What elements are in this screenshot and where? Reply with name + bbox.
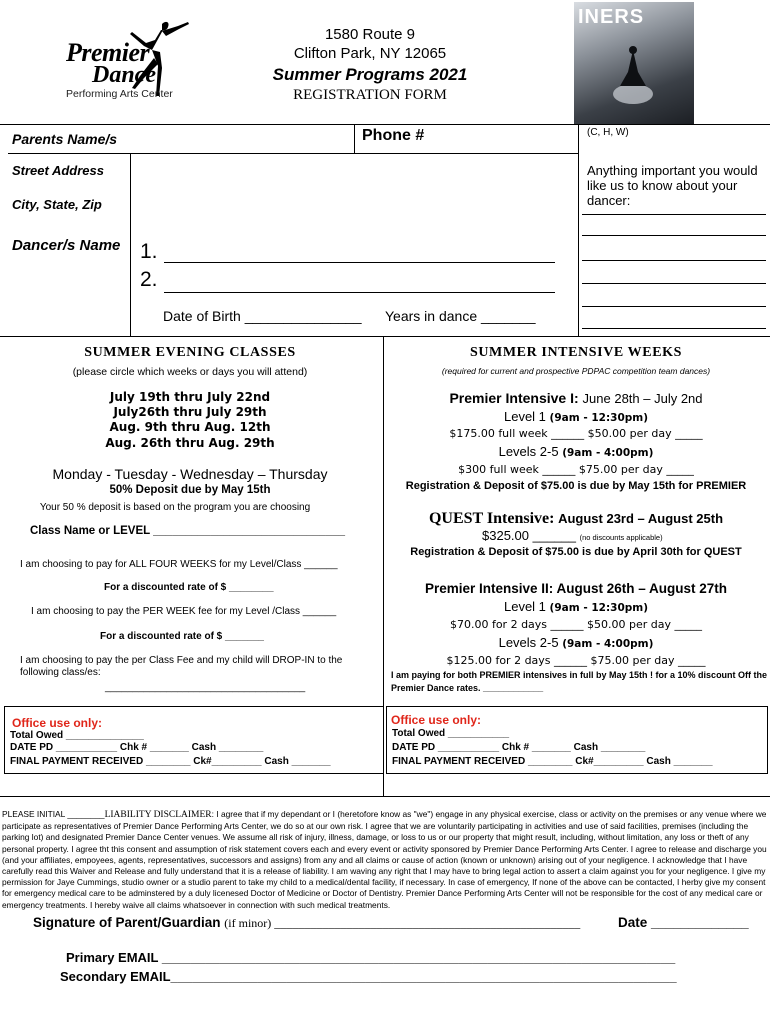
quest-dates: August 23rd – August 25th	[558, 511, 724, 526]
final-payment-right[interactable]: FINAL PAYMENT RECEIVED ________ Ck#_________ Cash _______	[392, 756, 713, 767]
per-week-option[interactable]: I am choosing to pay the PER WEEK fee for my Level /Class ______	[31, 606, 337, 617]
dancer2-number: 2.	[140, 268, 158, 291]
chw-label: (C, H, W)	[587, 127, 629, 138]
note-line-2[interactable]	[582, 225, 766, 236]
logo-subtitle: Performing Arts Center	[66, 88, 173, 100]
quest-price: $325.00 ______	[482, 528, 576, 543]
pi1-level1[interactable]	[386, 409, 766, 424]
pi2-levels25-price[interactable]: $125.00 for 2 days ______ $75.00 per day _____	[446, 654, 706, 667]
waiver-initial[interactable]: PLEASE INITIAL ________	[2, 809, 105, 819]
week-4[interactable]: Aug. 26th thru Aug. 29th	[105, 436, 275, 450]
quest-price-row[interactable]	[482, 528, 663, 543]
logo-dance: Dance	[92, 62, 156, 88]
address-line2: Clifton Park, NY 12065	[293, 45, 447, 62]
intensive-note: (required for current and prospective PDPAC competition team dances)	[441, 366, 711, 376]
pi1-registration: Registration & Deposit of $75.00 is due by May 15th for PREMIER	[405, 480, 747, 492]
quest-registration: Registration & Deposit of $75.00 is due by April 30th for QUEST	[410, 546, 742, 558]
quest-title: QUEST Intensive:	[428, 510, 555, 527]
office-label-right: Office use only:	[391, 713, 482, 727]
parents-name-label: Parents Name/s	[12, 131, 118, 147]
quest-heading	[386, 510, 766, 528]
pi1-levels25-price[interactable]: $300 full week ______ $75.00 per day _____	[458, 463, 694, 476]
quest-nodiscount: (no discounts applicable)	[579, 533, 663, 542]
address-line1: 1580 Route 9	[324, 26, 416, 43]
liability-waiver	[2, 809, 768, 911]
logo-premier: Premier	[66, 38, 150, 67]
photo-caption: INERS	[578, 6, 645, 28]
signature-label: Signature of Parent/Guardian	[33, 915, 221, 930]
pi2-level1[interactable]	[386, 599, 766, 614]
dancer1-number: 1.	[140, 240, 158, 263]
dancer1-input[interactable]	[164, 242, 555, 263]
pi2-title: Premier Intensive II:	[424, 581, 554, 596]
pi1-level1-label: Level 1	[503, 409, 546, 424]
all-weeks-discount[interactable]: For a discounted rate of $ ________	[104, 582, 274, 593]
week-3[interactable]: Aug. 9th thru Aug. 12th	[109, 420, 271, 434]
dancers-label: Dancer/s Name	[12, 237, 121, 254]
pi1-heading	[386, 390, 766, 406]
week-2[interactable]: July26th thru July 29th	[113, 405, 267, 419]
signature-row[interactable]	[33, 915, 580, 931]
form-title: REGISTRATION FORM	[293, 87, 447, 103]
week-1[interactable]: July 19th thru July 22nd	[109, 390, 271, 404]
per-week-discount[interactable]: For a discounted rate of $ _______	[100, 631, 264, 642]
pi1-level1-time: (9am - 12:30pm)	[549, 412, 649, 424]
evening-title: SUMMER EVENING CLASSES	[84, 345, 296, 360]
phone-label: Phone #	[362, 127, 425, 144]
signature-date[interactable]: Date _____________	[618, 915, 749, 930]
drop-in-option[interactable]: I am choosing to pay the per Class Fee and my child will DROP-IN to the following class/es:	[20, 655, 343, 678]
office-label-left: Office use only:	[12, 716, 103, 730]
evening-note: (please circle which weeks or days you will attend)	[72, 366, 308, 378]
evening-deposit-note: Your 50 % deposit is based on the program you are choosing	[39, 502, 311, 513]
intensive-title: SUMMER INTENSIVE WEEKS	[469, 345, 683, 360]
years-field[interactable]: Years in dance _______	[385, 308, 536, 324]
all-weeks-option[interactable]: I am choosing to pay for ALL FOUR WEEKS for my Level/Class ______	[20, 559, 338, 570]
both-intensives-option[interactable]: I am paying for both PREMIER intensives in full by May 15th ! for a 10% discount Off the Premier Dance rates. ____________	[391, 670, 768, 693]
pi1-level1-price[interactable]: $175.00 full week ______ $50.00 per day _____	[449, 427, 703, 440]
logo	[62, 18, 202, 103]
evening-deposit: 50% Deposit due by May 15th	[109, 484, 271, 496]
pi2-levels25[interactable]	[386, 635, 766, 650]
date-pd-left[interactable]: DATE PD ___________ Chk # _______ Cash ________	[10, 742, 264, 753]
pi2-levels25-time: (9am - 4:00pm)	[562, 638, 654, 650]
note-line-1[interactable]	[582, 204, 766, 215]
class-name-field[interactable]: Class Name or LEVEL ______________________________	[30, 525, 346, 537]
pi1-title: Premier Intensive I:	[449, 390, 579, 406]
pi2-level1-time: (9am - 12:30pm)	[549, 602, 649, 614]
total-owed-left[interactable]: Total Owed ______________	[10, 730, 144, 741]
drop-in-line[interactable]: ____________________________________	[105, 682, 306, 693]
note-line-5[interactable]	[582, 296, 766, 307]
pi2-heading	[386, 581, 766, 596]
primary-email-field[interactable]: Primary EMAIL _______________________________________________________________________	[66, 950, 676, 965]
final-payment-left[interactable]: FINAL PAYMENT RECEIVED ________ Ck#_________ Cash _______	[10, 756, 331, 767]
date-pd-right[interactable]: DATE PD ___________ Chk # _______ Cash ________	[392, 742, 646, 753]
pi2-dates: August 26th – August 27th	[556, 581, 728, 596]
program-title: Summer Programs 2021	[272, 65, 468, 84]
waiver-heading: LIABILITY DISCLAIMER	[104, 810, 212, 820]
pi2-level1-price[interactable]: $70.00 for 2 days ______ $50.00 per day _____	[449, 618, 703, 631]
pi1-levels25-label: Levels 2-5	[498, 444, 559, 459]
dancer2-input[interactable]	[164, 272, 555, 293]
important-note: Anything important you would like us to know about your dancer:	[587, 163, 758, 208]
signature-minor: (if minor) ___________________________________________________	[224, 916, 581, 930]
header-photo	[574, 2, 694, 124]
pi1-levels25[interactable]	[386, 444, 766, 459]
note-line-6[interactable]	[582, 318, 766, 329]
waiver-text: : I agree that if my dependant or I (heretofore know as "we") engage in any physical exercise, class or activity on the premises or any venue where we participate as representatives of Premier Dance Performing Arts Center, we do so at our own risk. I agree that we are voluntarily participating in activities and use of said facilities, premises (including the parking lot) and designated Premier Dance Center venues. We assume all risk of injury, illness, damage, or loss to us or our property that might result, including, without limitation, any loss or theft of any personal property. I agree tht this consent and assumption of risk statement covers each and every event or activity sponsored by Premier Dance Performing Arts Center. I agree to release and discharge you (and your affiliates, empoyees, agents, representatives, successors and assigns) from any and all claims or cause of action (known or unknown) arising out of your negligence. I acknowledge that I have carefully read this Waiver and Release and fully understand that it is a release of liability. I am waving any right that I may have to bring legal action to assert a claim against you for your negligence. I give my permission for Jaye Cummings, studio owner or a studio parent to take my child to a medical/dental facility, if necessary. In case of emergency, If none of the above can be contacted, I herby give my consent for emergency medical care to be adminstered by a duly licenesed Doctor of Medicine or Doctor of Dentistry. Premier Dance Performing Arts Center will not be responsible for the cost of any medical care or emergency treatments. I hereby waive all claims whatsoever in connection with such medical treatments.	[2, 809, 767, 910]
pi2-level1-label: Level 1	[503, 599, 546, 614]
total-owed-right[interactable]: Total Owed ___________	[392, 728, 510, 739]
days-list[interactable]: Monday - Tuesday - Wednesday – Thursday	[52, 466, 328, 482]
note-line-3[interactable]	[582, 250, 766, 261]
dancer-photo-icon	[608, 42, 658, 112]
pi1-levels25-time: (9am - 4:00pm)	[562, 447, 654, 459]
dob-field[interactable]: Date of Birth _______________	[163, 308, 362, 324]
note-line-4[interactable]	[582, 273, 766, 284]
street-label: Street Address	[12, 163, 104, 178]
pi1-dates: June 28th – July 2nd	[582, 391, 703, 406]
secondary-email-field[interactable]: Secondary EMAIL______________________________________________________________________	[60, 969, 677, 984]
city-label: City, State, Zip	[12, 197, 102, 212]
pi2-levels25-label: Levels 2-5	[498, 635, 559, 650]
